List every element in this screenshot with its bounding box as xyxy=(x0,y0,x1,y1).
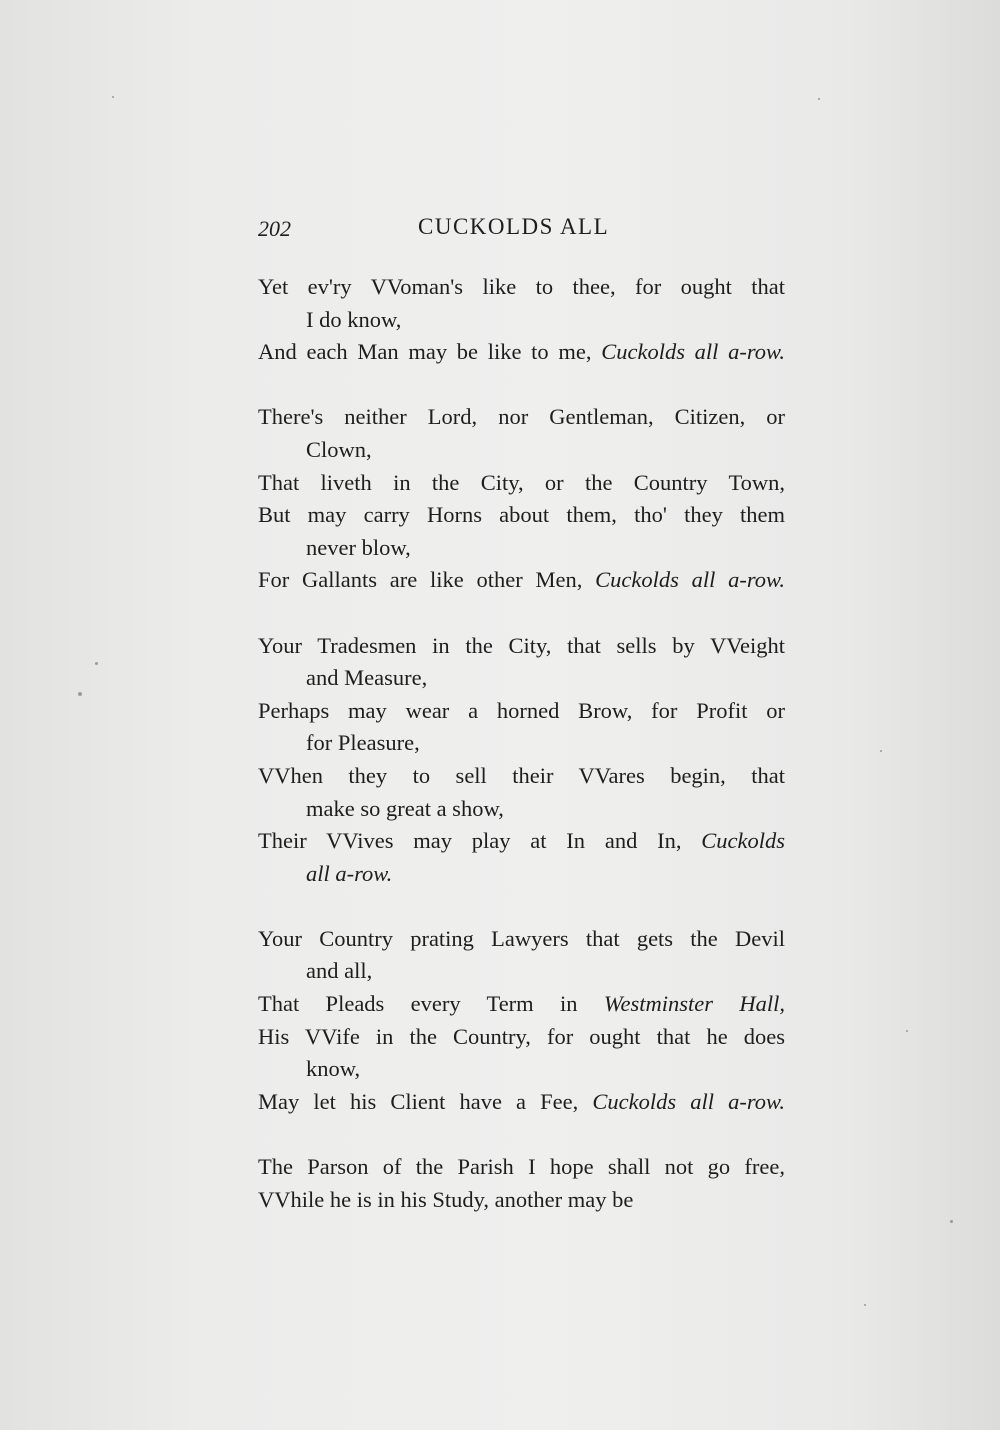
verse-continuation: know, xyxy=(306,1056,361,1082)
verse-italic-text: Westminster Hall, xyxy=(603,991,785,1017)
verse-line xyxy=(258,988,785,1021)
verse-continuation: and all, xyxy=(306,958,373,984)
running-head xyxy=(258,214,785,248)
paper-speck xyxy=(818,98,820,100)
stanza xyxy=(258,401,785,597)
verse-text: The Parson of the Parish I hope shall not go free, xyxy=(258,1154,785,1180)
verse-line xyxy=(258,1151,785,1184)
stanza xyxy=(258,923,785,1119)
page-number: 202 xyxy=(258,216,291,241)
verse-continuation: make so great a show, xyxy=(306,795,504,821)
verse-continuation: and Measure, xyxy=(306,665,428,691)
paper-speck xyxy=(112,96,114,98)
poem-text xyxy=(258,271,785,1216)
verse-text: His VVife in the Country, for ought that he does xyxy=(258,1023,785,1049)
verse-text: Their VVives may play at In and In, xyxy=(258,828,702,854)
verse-text: But may carry Horns about them, tho' they them xyxy=(258,502,785,528)
verse-line xyxy=(258,1021,785,1054)
verse-text: Perhaps may wear a horned Brow, for Profit or xyxy=(258,697,785,723)
verse-text: VVhile he is in his Study, another may be xyxy=(258,1186,634,1212)
verse-line xyxy=(258,1184,785,1217)
paper-speck xyxy=(880,750,882,752)
verse-line xyxy=(258,336,785,369)
verse-line xyxy=(258,1086,785,1119)
verse-text: For Gallants are like other Men, xyxy=(258,567,596,593)
verse-line xyxy=(258,499,785,532)
paper-speck xyxy=(95,662,98,665)
verse-italic-text: Cuckolds all a-row. xyxy=(595,567,785,593)
verse-text: Your Country prating Lawyers that gets the Devil xyxy=(258,925,785,951)
verse-line xyxy=(258,564,785,597)
verse-text: Yet ev'ry VVoman's like to thee, for ought that xyxy=(258,274,785,299)
verse-italic-text: Cuckolds all a-row. xyxy=(601,339,786,365)
stanza xyxy=(258,630,785,891)
verse-text: That Pleads every Term in xyxy=(258,991,604,1017)
verse-text: There's neither Lord, nor Gentleman, Citizen, or xyxy=(258,404,785,430)
verse-line xyxy=(258,630,785,663)
verse-continuation: I do know, xyxy=(306,306,402,332)
paper-speck xyxy=(950,1220,953,1223)
verse-continuation: Clown, xyxy=(306,436,372,462)
verse-continuation: for Pleasure, xyxy=(306,730,420,756)
verse-italic-text: Cuckolds all a-row. xyxy=(592,1088,785,1114)
verse-continuation: never blow, xyxy=(306,534,411,560)
verse-italic-text: Cuckolds xyxy=(701,828,785,854)
verse-line xyxy=(258,401,785,434)
verse-text: Your Tradesmen in the City, that sells by VVeight xyxy=(258,632,785,658)
verse-line xyxy=(258,271,785,304)
verse-text: May let his Client have a Fee, xyxy=(258,1088,593,1114)
verse-text: And each Man may be like to me, xyxy=(258,339,602,365)
stanza xyxy=(258,1151,785,1216)
verse-text: VVhen they to sell their VVares begin, that xyxy=(258,762,785,788)
paper-speck xyxy=(864,1304,866,1306)
running-title: CUCKOLDS ALL xyxy=(418,214,610,239)
stanza xyxy=(258,271,785,369)
verse-line xyxy=(258,467,785,500)
paper-speck xyxy=(78,692,82,696)
paper-speck xyxy=(906,1030,908,1032)
verse-line xyxy=(258,760,785,793)
verse-text: That liveth in the City, or the Country Town, xyxy=(258,469,785,495)
verse-line xyxy=(258,923,785,956)
verse-continuation: all a-row. xyxy=(306,860,393,886)
verse-line xyxy=(258,825,785,858)
verse-line xyxy=(258,695,785,728)
